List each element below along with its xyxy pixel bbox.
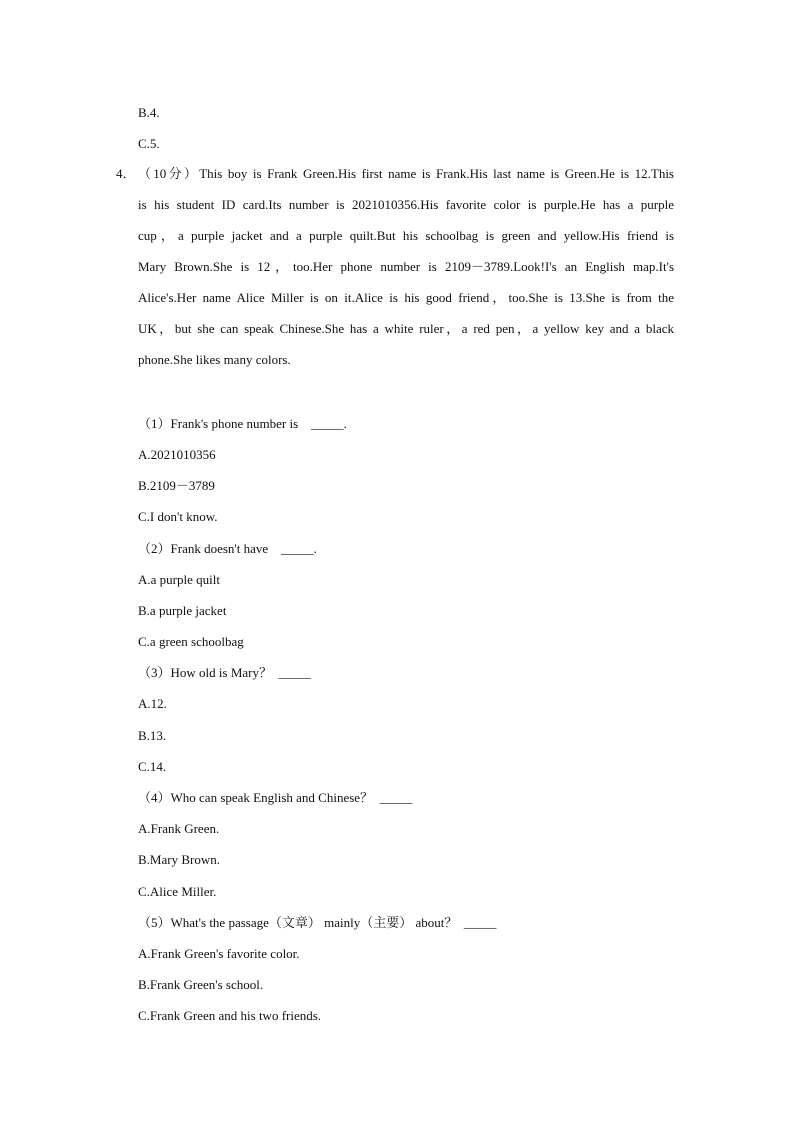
option-a[interactable]: A.12. <box>138 696 167 711</box>
passage-line: is his student ID card.Its number is 2021010356.His favorite color is purple.He has a purple <box>138 197 674 212</box>
subquestion-1 <box>138 415 347 433</box>
answer-blank[interactable]: _____ <box>463 915 497 930</box>
option-c[interactable]: C.I don't know. <box>138 509 218 524</box>
passage-line: Mary Brown.She is 12，too.Her phone number is 2109－3789.Look!I's an English map.It's <box>138 259 674 274</box>
subquestion-text: How old is Mary？ <box>170 665 272 680</box>
option-c[interactable]: C.Alice Miller. <box>138 884 217 899</box>
option-c[interactable]: C.Frank Green and his two friends. <box>138 1008 322 1023</box>
passage-line: phone.She likes many colors. <box>138 352 291 367</box>
option-c[interactable]: C.14. <box>138 759 167 774</box>
subquestion-3 <box>138 664 311 682</box>
passage-line: Alice's.Her name Alice Miller is on it.Alice is his good friend，too.She is 13.She is from the <box>138 290 674 305</box>
prev-option-c: C.5. <box>138 136 160 151</box>
subquestion-number: （5） <box>138 915 171 930</box>
subquestion-text: What's the passage（文章） mainly（主要） about？ <box>170 915 458 930</box>
subquestion-5 <box>138 914 496 932</box>
subquestion-text: Frank doesn't have <box>170 541 272 556</box>
passage-line <box>138 165 674 183</box>
option-c[interactable]: C.a green schoolbag <box>138 634 244 649</box>
subquestion-text: Frank's phone number is <box>170 416 302 431</box>
option-a[interactable]: A.Frank Green's favorite color. <box>138 946 300 961</box>
subquestion-number: （3） <box>138 665 171 680</box>
subquestion-number: （1） <box>138 416 171 431</box>
option-b[interactable]: B.Mary Brown. <box>138 852 220 867</box>
prev-option-b: B.4. <box>138 105 160 120</box>
subquestion-number: （2） <box>138 541 171 556</box>
passage-line: UK，but she can speak Chinese.She has a white ruler，a red pen，a yellow key and a black <box>138 321 674 336</box>
subquestion-text: Who can speak English and Chinese？ <box>170 790 374 805</box>
option-b[interactable]: B.13. <box>138 728 167 743</box>
answer-blank[interactable]: _____ <box>379 790 413 805</box>
option-a[interactable]: A.2021010356 <box>138 447 216 462</box>
question-number <box>116 165 136 183</box>
option-b[interactable]: B.a purple jacket <box>138 603 227 618</box>
question-number-label: 4． <box>116 166 136 181</box>
question-score: （10分） <box>138 166 200 181</box>
option-a[interactable]: A.a purple quilt <box>138 572 220 587</box>
answer-blank[interactable]: _____ <box>278 665 311 680</box>
subquestion-4 <box>138 789 412 807</box>
subquestion-number: （4） <box>138 790 171 805</box>
answer-blank[interactable]: _____. <box>281 541 317 556</box>
passage-line: cup，a purple jacket and a purple quilt.But his schoolbag is green and yellow.His friend is <box>138 228 674 243</box>
subquestion-2 <box>138 540 317 558</box>
option-a[interactable]: A.Frank Green. <box>138 821 220 836</box>
option-b[interactable]: B.Frank Green's school. <box>138 977 264 992</box>
option-b[interactable]: B.2109－3789 <box>138 478 215 493</box>
passage-line-text: This boy is Frank Green.His first name is Frank.His last name is Green.He is 12.This <box>199 166 674 181</box>
answer-blank[interactable]: _____. <box>311 416 347 431</box>
